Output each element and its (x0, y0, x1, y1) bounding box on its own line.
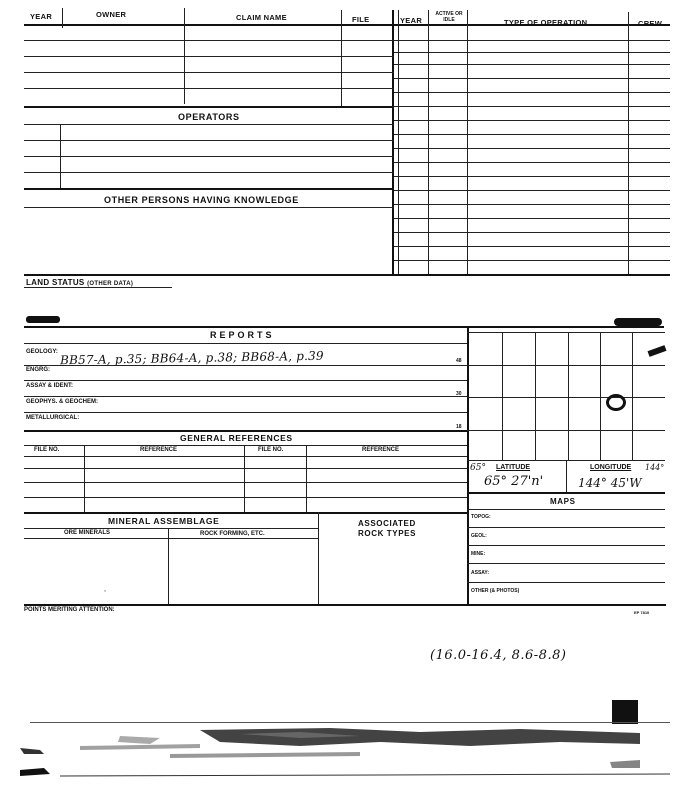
location-marker-icon (606, 394, 626, 411)
row-line (394, 78, 670, 79)
row-line (394, 218, 670, 219)
divider (566, 460, 567, 492)
row-line (24, 412, 468, 413)
row-line (24, 468, 468, 469)
row-line (24, 445, 468, 446)
maps-mine-label: MINE: (471, 551, 486, 557)
row-line (24, 343, 468, 344)
gr-header-file-no-2: FILE NO. (258, 447, 284, 453)
row-line (24, 365, 468, 366)
mineral-assemblage-title: MINERAL ASSEMBLAGE (108, 516, 220, 526)
row-line (24, 88, 394, 89)
metallurgical-label: METALLURGICAL: (26, 415, 80, 421)
geology-value: BB57-A, p.35; BB64-A, p.38; BB68-A, p.39 (59, 348, 324, 368)
grid-line (568, 332, 569, 460)
maps-geol-label: GEOL: (471, 533, 487, 539)
geophys-label: GEOPHYS. & GEOCHEM: (26, 399, 99, 405)
row-line (467, 582, 665, 583)
land-status-underline (24, 287, 172, 288)
row-line (467, 509, 665, 510)
col-header-year-2: YEAR (400, 16, 423, 25)
row-line (24, 497, 468, 498)
row-line (467, 563, 665, 564)
divider (398, 10, 399, 276)
row-line (394, 246, 670, 247)
associated-label: ASSOCIATED (358, 519, 416, 528)
maps-assay-label: ASSAY: (471, 570, 490, 576)
row-line (24, 72, 394, 73)
col-header-active-or-idle: ACTIVE OR IDLE (435, 11, 463, 23)
col-header-file: FILE (352, 15, 370, 24)
gr-header-file-no-1: FILE NO. (34, 447, 60, 453)
row-line (24, 274, 670, 276)
row-line (24, 40, 394, 41)
metallurgical-num: 18 (456, 424, 462, 430)
row-line (24, 456, 468, 457)
row-line (467, 545, 665, 546)
grid-line (600, 332, 601, 460)
geology-num: 48 (456, 358, 462, 364)
gr-header-reference-1: REFERENCE (140, 447, 178, 453)
divider (341, 10, 342, 106)
row-line (394, 64, 670, 65)
grid-line (467, 430, 665, 431)
grid-line (535, 332, 536, 460)
other-persons-label: OTHER PERSONS HAVING KNOWLEDGE (104, 195, 299, 205)
row-line (394, 232, 670, 233)
row-line (24, 207, 394, 208)
row-line (24, 528, 318, 529)
row-line (394, 120, 670, 121)
col-header-claim-name: CLAIM NAME (236, 13, 287, 22)
latitude-label: LATITUDE (496, 464, 531, 471)
points-meriting-attention-label: POINTS MERITING ATTENTION: (24, 607, 115, 613)
maps-other-label: OTHER (& PHOTOS) (471, 588, 520, 594)
divider (467, 326, 469, 606)
row-line (394, 204, 670, 205)
row-line (394, 52, 670, 53)
row-line (24, 380, 468, 381)
longitude-value: 144° 45'W (578, 476, 642, 490)
maps-title: MAPS (550, 497, 576, 506)
scan-artifact (612, 700, 638, 724)
grid-line (467, 332, 665, 333)
divider (84, 445, 85, 513)
row-line (24, 156, 394, 157)
scan-artifact (30, 722, 670, 723)
scan-smudge (26, 316, 60, 323)
handwritten-note: (16.0-16.4, 8.6-8.8) (430, 648, 567, 663)
land-status-sublabel: (OTHER DATA) (87, 281, 134, 287)
lon-suffix: 144° (645, 463, 665, 472)
rock-forming-label: ROCK FORMING, ETC. (200, 531, 265, 537)
row-line (394, 148, 670, 149)
row-line (24, 188, 394, 190)
land-status-title: LAND STATUS (26, 278, 85, 287)
row-line (24, 430, 468, 432)
ore-minerals-label: ORE MINERALS (64, 530, 111, 536)
assay-ident-label: ASSAY & IDENT: (26, 383, 74, 389)
row-line (24, 140, 394, 141)
row-line (394, 260, 670, 261)
land-status-label (26, 278, 133, 287)
divider (168, 528, 169, 604)
divider (392, 10, 394, 276)
row-line (24, 124, 394, 125)
divider (306, 445, 307, 513)
latitude-value: 65° 27'n' (484, 474, 544, 489)
row-line (24, 396, 468, 397)
maps-topog-label: TOPOG: (471, 514, 491, 520)
engrg-label: ENGRG: (26, 367, 50, 373)
row-line (394, 176, 670, 177)
row-line (24, 106, 394, 108)
divider (318, 512, 319, 604)
row-line (24, 604, 666, 606)
form-code: EP 7810 (634, 610, 650, 615)
row-line (394, 92, 670, 93)
col-header-crew: CREW (638, 19, 663, 28)
col-header-type-of-operation: TYPE OF OPERATION (504, 18, 588, 27)
lat-prefix: 65° (470, 463, 486, 473)
scan-noise (0, 724, 678, 784)
row-line (467, 492, 665, 494)
divider (244, 445, 245, 513)
row-line (394, 134, 670, 135)
general-references-title: GENERAL REFERENCES (180, 433, 293, 443)
grid-line (502, 332, 503, 460)
assay-num: 30 (456, 391, 462, 397)
reports-title: REPORTS (210, 330, 275, 340)
divider (467, 10, 468, 276)
row-line (24, 172, 394, 173)
scan-smudge (614, 318, 662, 326)
longitude-label: LONGITUDE (590, 464, 632, 471)
row-line (394, 40, 670, 41)
row-line (24, 538, 318, 539)
divider (428, 10, 429, 276)
mark: , (104, 586, 106, 593)
reports-top-rule (24, 326, 664, 328)
row-line (394, 162, 670, 163)
scan-smudge (648, 345, 667, 357)
row-line (467, 527, 665, 528)
row-line (24, 482, 468, 483)
row-line (394, 190, 670, 191)
grid-line (467, 397, 665, 398)
grid-line (467, 365, 665, 366)
row-line (24, 56, 394, 57)
divider (62, 8, 63, 28)
operators-label: OPERATORS (178, 112, 240, 122)
col-header-owner: OWNER (96, 10, 127, 19)
geology-label: GEOLOGY: (26, 349, 58, 355)
row-line (394, 106, 670, 107)
gr-header-reference-2: REFERENCE (362, 447, 400, 453)
row-line (24, 512, 468, 514)
rock-types-label: ROCK TYPES (358, 529, 417, 538)
col-header-year: YEAR (30, 12, 53, 21)
grid-line (632, 332, 633, 460)
